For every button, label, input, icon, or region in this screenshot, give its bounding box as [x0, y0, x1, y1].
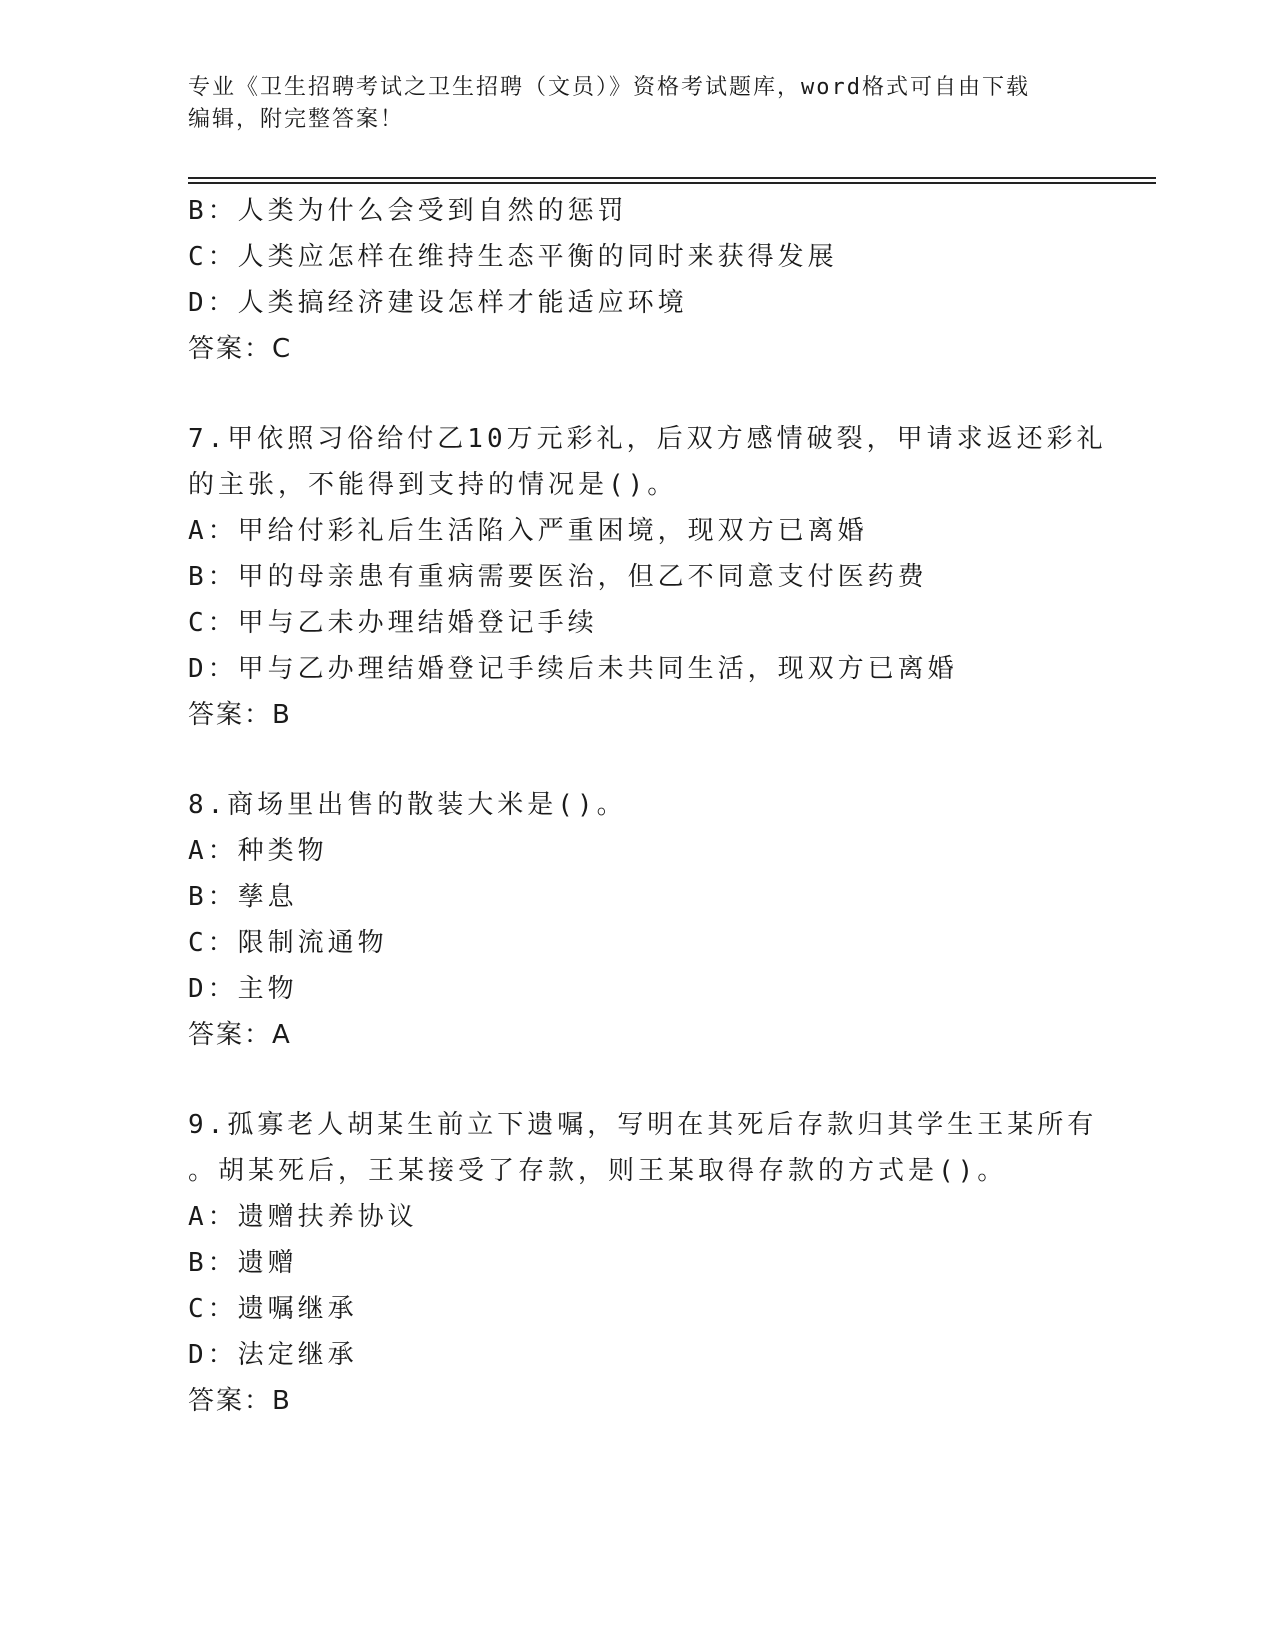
document-header: [188, 72, 1088, 136]
option-d: D：法定继承: [188, 1340, 358, 1370]
header-line-2: 编辑，附完整答案！: [188, 107, 405, 132]
question-6-continued: [188, 188, 1088, 372]
question-stem-line: 。胡某死后，王某接受了存款，则王某取得存款的方式是()。: [188, 1156, 1008, 1186]
header-divider-bottom: [188, 182, 1156, 184]
question-9: [188, 1102, 1098, 1424]
question-stem-line: 的主张，不能得到支持的情况是()。: [188, 470, 678, 500]
option-c: C：限制流通物: [188, 928, 388, 958]
option-b: B：人类为什么会受到自然的惩罚: [188, 196, 628, 226]
question-stem-line: 9.孤寡老人胡某生前立下遗嘱，写明在其死后存款归其学生王某所有: [188, 1110, 1098, 1140]
spacer: [188, 1058, 1088, 1102]
option-d: D：人类搞经济建设怎样才能适应环境: [188, 288, 688, 318]
question-list: [188, 188, 1107, 1424]
option-a: A：遗赠扶养协议: [188, 1202, 418, 1232]
answer-label: 答案：C: [188, 334, 293, 364]
question-stem-line: 7.甲依照习俗给付乙10万元彩礼，后双方感情破裂，甲请求返还彩礼: [188, 424, 1107, 454]
option-c: C：遗嘱继承: [188, 1294, 358, 1324]
spacer: [188, 372, 1088, 416]
option-d: D：主物: [188, 974, 298, 1004]
spacer: [188, 738, 1088, 782]
question-stem-line: 8.商场里出售的散装大米是()。: [188, 790, 627, 820]
answer-label: 答案：A: [188, 1020, 292, 1050]
answer-label: 答案：B: [188, 700, 292, 730]
option-a: A：种类物: [188, 836, 328, 866]
option-a: A：甲给付彩礼后生活陷入严重困境，现双方已离婚: [188, 516, 868, 546]
question-7: [188, 416, 1107, 738]
option-b: B：遗赠: [188, 1248, 298, 1278]
option-b: B：孳息: [188, 882, 298, 912]
option-d: D：甲与乙办理结婚登记手续后未共同生活，现双方已离婚: [188, 654, 958, 684]
option-c: C：人类应怎样在维持生态平衡的同时来获得发展: [188, 242, 838, 272]
option-b: B：甲的母亲患有重病需要医治，但乙不同意支付医药费: [188, 562, 928, 592]
answer-label: 答案：B: [188, 1386, 292, 1416]
question-8: [188, 782, 1088, 1058]
option-c: C：甲与乙未办理结婚登记手续: [188, 608, 598, 638]
header-divider-top: [188, 177, 1156, 179]
header-line-1: 专业《卫生招聘考试之卫生招聘（文员）》资格考试题库，word格式可自由下载: [188, 75, 1030, 100]
